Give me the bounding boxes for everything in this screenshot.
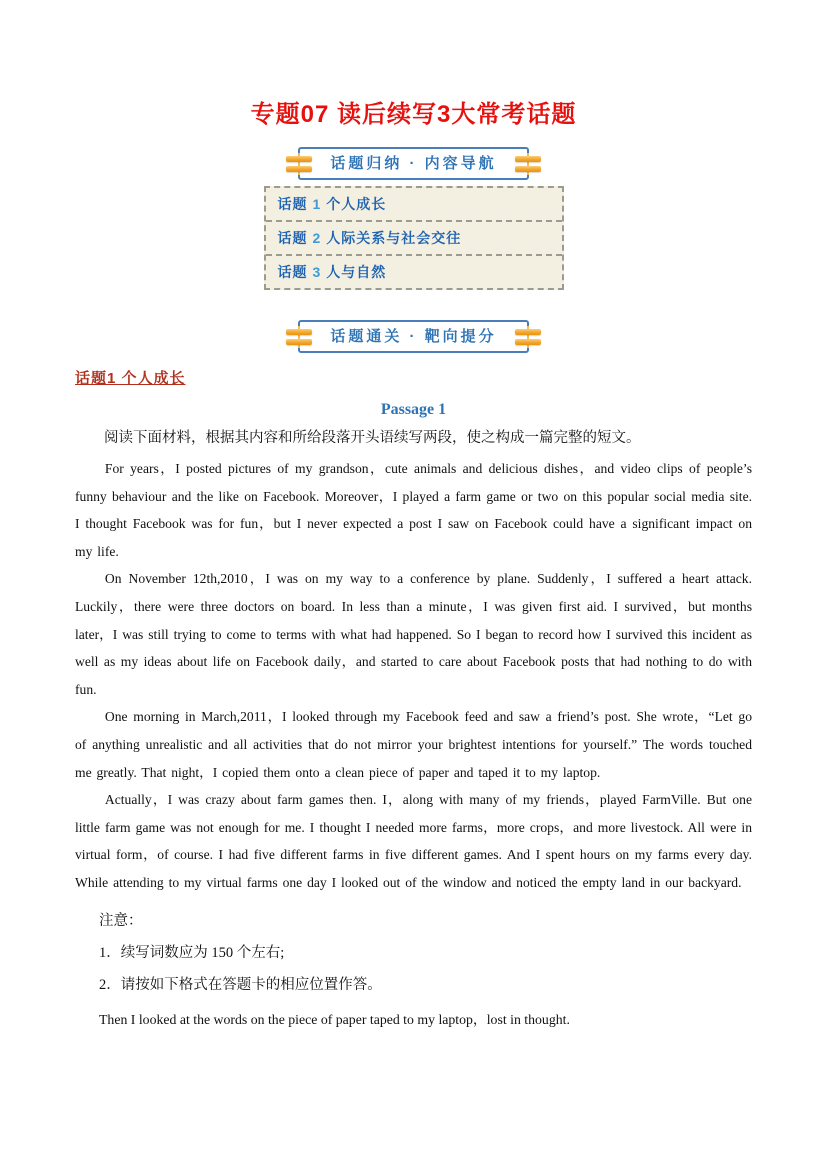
notes-block <box>99 912 752 995</box>
topic-number: 3 <box>312 264 322 280</box>
topic-number: 2 <box>312 230 322 246</box>
page-title: 专题07 读后续写3大常考话题 <box>250 101 577 128</box>
passage-instruction: 阅读下面材料，根据其内容和所给段落开头语续写两段，使之构成一篇完整的短文。 <box>104 430 641 446</box>
topic-title: 人际关系与社会交往 <box>326 230 462 246</box>
topic-nav-item-3 <box>266 256 562 288</box>
topic-nav-box <box>264 186 564 290</box>
passage-paragraph-4: Actually，I was crazy about farm games then. I，along with many of my friends，played FarmVille. But one little farm game was not enough for me. I thought I needed more farms，more crops，and more livestock. All were in virtual form，of course. I had five different farms in five different games. And I spent hours on my farms every day. While attending to my virtual farms one day I looked out of the window and noticed the empty land in our backyard. <box>75 792 752 890</box>
topic-nav-item-2 <box>266 222 562 256</box>
document-content <box>0 367 827 1029</box>
passage-paragraph-1: For years，I posted pictures of my grandson，cute animals and delicious dishes，and video clips of people’s funny behaviour and the like on Facebook. Moreover，I played a farm game or two on this popular social media site. I thought Facebook was for fun，but I never expected a post I saw on Facebook could have a significant impact on my life. <box>75 461 752 559</box>
notes-label: 注意： <box>99 912 143 929</box>
section-heading: 话题1 个人成长 <box>75 370 186 387</box>
passage-paragraph-2: On November 12th,2010，I was on my way to a conference by plane. Suddenly，I suffered a heart attack. Luckily，there were three doctors on board. In less than a minute，I was given first aid. I survived，but months later，I was still trying to come to terms with what had happened. So I began to record how I survived this incident as well as my ideas about life on Facebook daily，and started to care about Facebook posts that had nothing to do with fun. <box>75 571 752 697</box>
topic-title: 人与自然 <box>326 264 387 280</box>
banner-boost-wrap <box>0 320 827 353</box>
topic-prefix: 话题 <box>277 196 308 212</box>
topic-prefix: 话题 <box>277 230 308 246</box>
note-item-1: 1．续写词数应为 150 个左右; <box>99 944 285 961</box>
banner-nav-label: 话题归纳 · 内容导航 <box>330 155 497 172</box>
passage-paragraph-3: One morning in March,2011，I looked through my Facebook feed and saw a friend’s post. She wrote，“Let go of anything unrealistic and all activities that do not mirror your brightest intentions for yourself.” The words touched me greatly. That night，I copied them onto a clean piece of paper and taped it to my laptop. <box>75 709 752 780</box>
banner-nav-wrap <box>0 147 827 180</box>
banner-boost-label: 话题通关 · 靶向提分 <box>330 328 497 345</box>
banner-ornament-icon <box>515 329 541 345</box>
topic-number: 1 <box>312 196 322 212</box>
note-item-2: 2．请按如下格式在答题卡的相应位置作答。 <box>99 976 382 993</box>
topic-nav-item-1 <box>266 188 562 222</box>
banner-nav <box>298 147 528 180</box>
continuation-opening-sentence: Then I looked at the words on the piece of paper taped to my laptop，lost in thought. <box>99 1011 570 1027</box>
banner-ornament-icon <box>286 156 312 172</box>
banner-boost <box>298 320 528 353</box>
passage-label: Passage 1 <box>380 401 447 418</box>
topic-prefix: 话题 <box>277 264 308 280</box>
topic-title: 个人成长 <box>326 196 387 212</box>
banner-ornament-icon <box>286 329 312 345</box>
banner-ornament-icon <box>515 156 541 172</box>
passage-body <box>75 455 752 897</box>
section-heading-row <box>75 367 752 388</box>
